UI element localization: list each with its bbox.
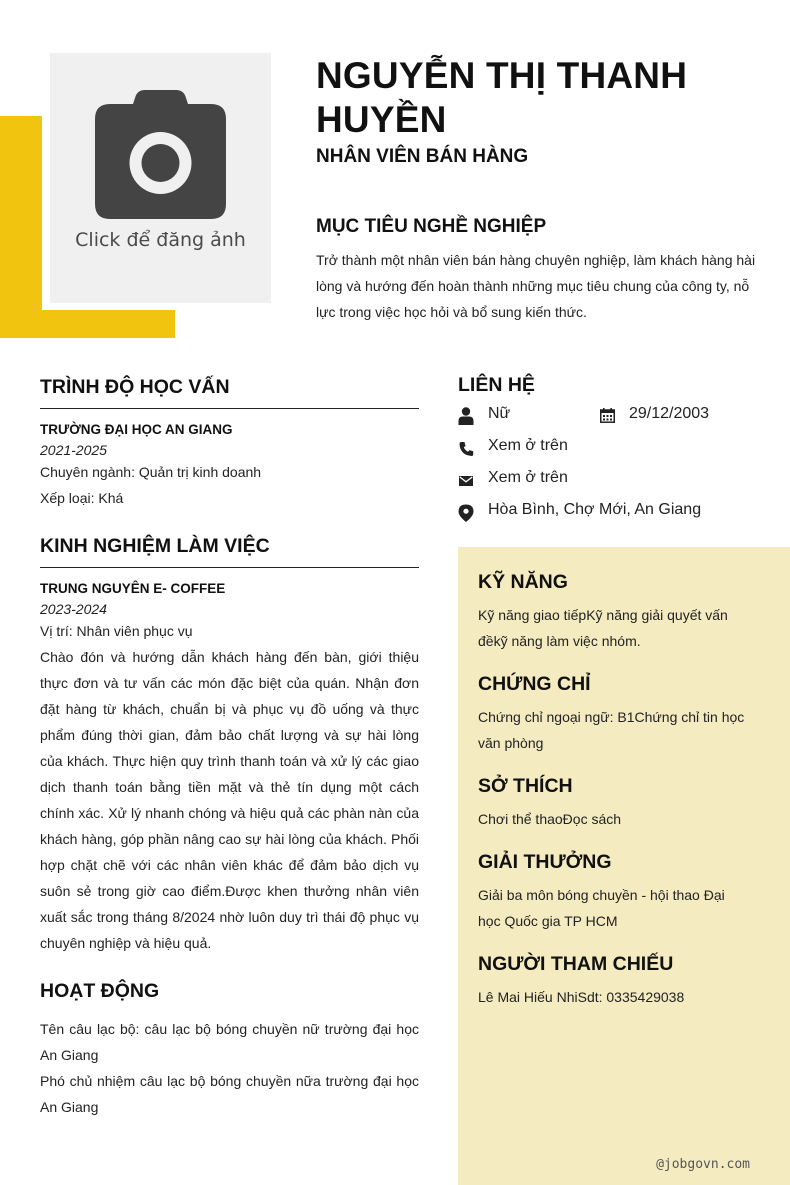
accent-bar-bottom [0, 310, 175, 338]
hobbies-text: Chơi thể thaoĐọc sách [478, 811, 622, 827]
job-title: NHÂN VIÊN BÁN HÀNG [316, 146, 529, 167]
school-name: TRƯỜNG ĐẠI HỌC AN GIANG [40, 422, 233, 437]
activities-heading: HOẠT ĐỘNG [40, 980, 160, 1002]
gender-value: Nữ [488, 405, 511, 422]
phone-value: Xem ở trên [488, 437, 568, 454]
mail-icon [458, 471, 474, 489]
camera-icon [95, 90, 226, 220]
education-period: 2021-2025 [40, 442, 107, 458]
certificates-heading: CHỨNG CHỈ [478, 673, 591, 695]
contact-phone [458, 437, 758, 459]
education-heading: TRÌNH ĐỘ HỌC VẤN [40, 376, 230, 398]
section-divider [40, 408, 419, 409]
contact-heading: LIÊN HỆ [458, 374, 535, 396]
experience-position: Vị trí: Nhân viên phục vụ [40, 623, 193, 639]
references-text: Lê Mai Hiếu NhiSdt: 0335429038 [478, 989, 685, 1005]
address-value: Hòa Bình, Chợ Mới, An Giang [488, 501, 702, 518]
email-value: Xem ở trên [488, 469, 568, 486]
accent-bar-left [0, 116, 42, 338]
experience-heading: KINH NGHIỆM LÀM VIỆC [40, 535, 270, 557]
location-pin-icon [458, 504, 474, 522]
section-divider [40, 567, 419, 568]
photo-upload-placeholder[interactable] [50, 53, 271, 303]
awards-heading: GIẢI THƯỞNG [478, 851, 612, 873]
person-icon [458, 407, 474, 425]
objective-text: Trở thành một nhân viên bán hàng chuyên nghiệp, làm khách hàng hài lòng và hướng đến hoàn thành những mục tiêu chung của công ty, nỗ lực trong việc học hỏi và bổ sung kiến thức. [316, 252, 756, 320]
company-name: TRUNG NGUYÊN E- COFFEE [40, 581, 226, 596]
activity-item: Tên câu lạc bộ: câu lạc bộ bóng chuyền nữ trường đại học An Giang [40, 1021, 419, 1063]
skills-heading: KỸ NĂNG [478, 571, 568, 593]
hobbies-heading: SỞ THÍCH [478, 775, 573, 797]
education-major: Chuyên ngành: Quản trị kinh doanh [40, 464, 262, 480]
awards-text: Giải ba môn bóng chuyền - hội thao Đại học Quốc gia TP HCM [478, 887, 733, 929]
calendar-icon [600, 408, 615, 423]
certificates-text: Chứng chỉ ngoại ngữ: B1Chứng chỉ tin học văn phòng [478, 709, 745, 751]
phone-icon [458, 439, 474, 457]
objective-heading: MỤC TIÊU NGHỀ NGHIỆP [316, 216, 547, 237]
skills-text: Kỹ năng giao tiếpKỹ năng giải quyết vấn đềkỹ năng làm việc nhóm. [478, 607, 728, 649]
photo-upload-label: Click để đăng ảnh [75, 229, 246, 251]
experience-period: 2023-2024 [40, 601, 107, 617]
dob-value: 29/12/2003 [629, 405, 710, 422]
candidate-name: NGUYỄN THỊ THANH HUYỀN [316, 55, 688, 140]
activities-section [40, 980, 419, 1120]
references-heading: NGƯỜI THAM CHIẾU [478, 953, 674, 975]
education-rank: Xếp loại: Khá [40, 490, 124, 506]
watermark: @jobgovn.com [656, 1157, 750, 1172]
contact-gender [458, 405, 588, 427]
experience-description: Chào đón và hướng dẫn khách hàng đến bàn, giới thiệu thực đơn và tư vấn các món đặc biệt của quán. Nhận đơn đặt hàng từ khách, chuẩn bị và phục vụ đồ uống và thực phẩm đúng thời gian, đảm bảo chất lượng và sự hài lòng của khách. Thực hiện quy trình thanh toán và xử lý các giao dịch thanh toán bằng tiền mặt và thẻ tín dụng một cách chính xác. Xử lý nhanh chóng và hiệu quả các phàn nàn của khách hàng, góp phần nâng cao sự hài lòng của khách. Phối hợp chặt chẽ với các nhân viên khác để đảm bảo dịch vụ suôn sẻ trong giờ cao điểm.Được khen thưởng nhân viên xuất sắc trong tháng 8/2024 nhờ luôn duy trì thái độ phục vụ chuyên nghiệp và hiệu quả. [40, 649, 419, 951]
side-panel [458, 547, 790, 1185]
contact-address [458, 501, 758, 523]
education-section [40, 376, 419, 511]
experience-section [40, 535, 419, 956]
contact-email [458, 469, 758, 491]
activity-item: Phó chủ nhiệm câu lạc bộ bóng chuyền nữa trường đại học An Giang [40, 1073, 419, 1115]
